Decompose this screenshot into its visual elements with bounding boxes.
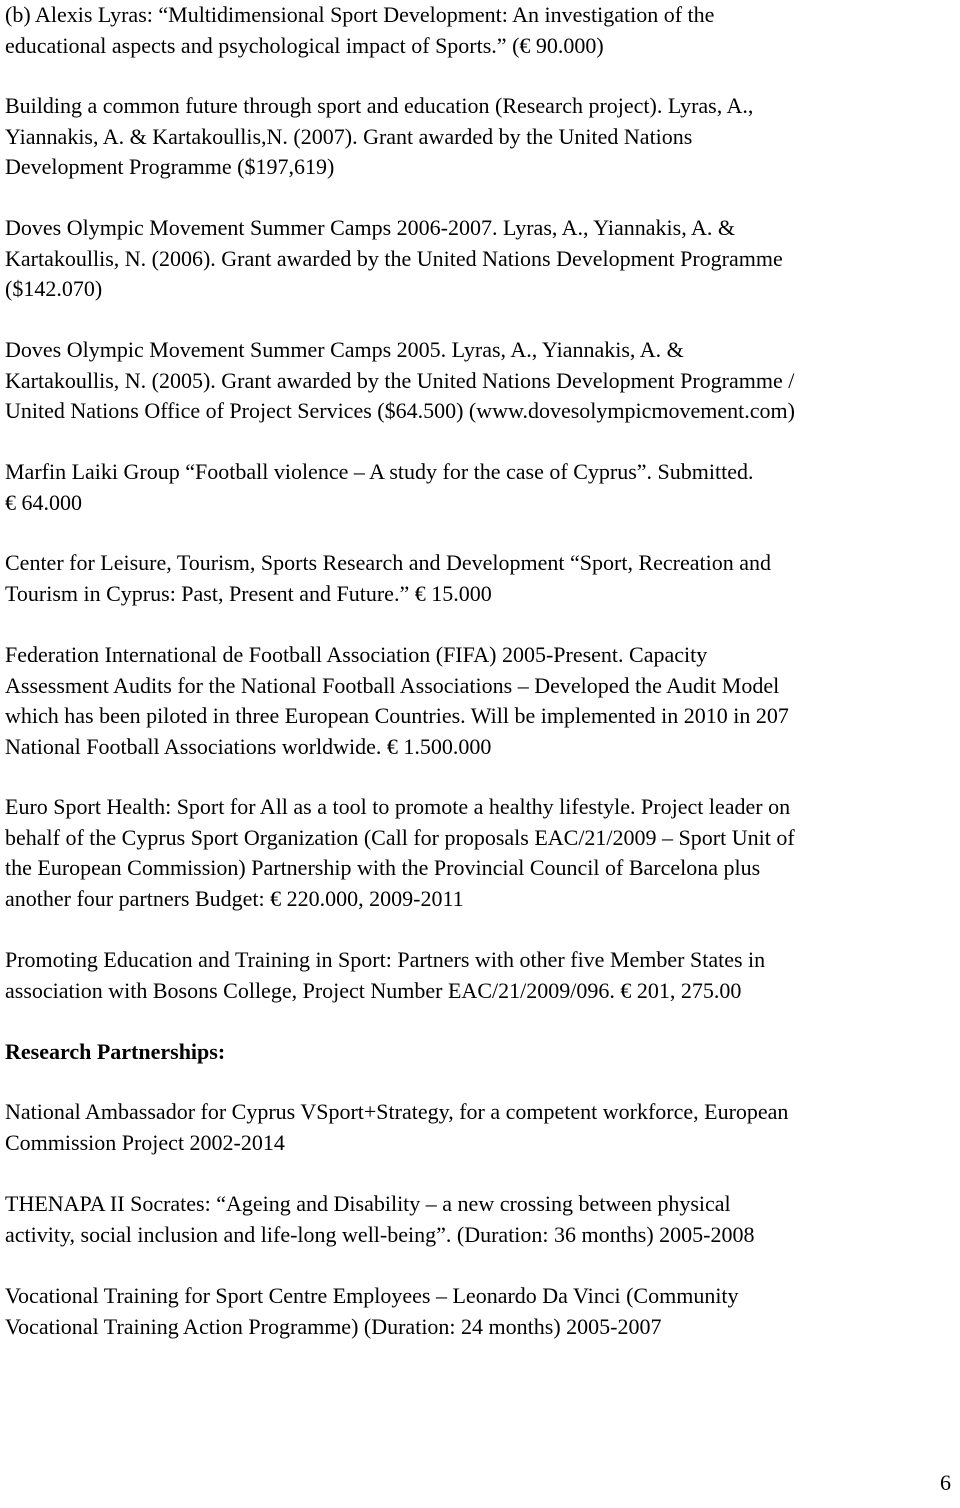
project-paragraph-9: Promoting Education and Training in Sport: Partners with other five Member States in association with Bosons College, Project Number EAC/21/2009/096. € 201, 275.00: [5, 947, 766, 1003]
partnership-paragraph-3: Vocational Training for Sport Centre Employees – Leonardo Da Vinci (Community Vocational Training Action Programme) (Duration: 24 months) 2005-2007: [5, 1283, 739, 1339]
partnership-paragraph-2: THENAPA II Socrates: “Ageing and Disability – a new crossing between physical activity, social inclusion and life-long well-being”. (Duration: 36 months) 2005-2008: [5, 1191, 755, 1247]
project-paragraph-7: Federation International de Football Association (FIFA) 2005-Present. Capacity Assessment Audits for the National Football Associations – Developed the Audit Model which has been piloted in three European Countries. Will be implemented in 2010 in 207 National Football Associations worldwide. € 1.500.000: [5, 642, 789, 759]
project-paragraph-6: Center for Leisure, Tourism, Sports Research and Development “Sport, Recreation and Tourism in Cyprus: Past, Present and Future.” € 15.000: [5, 550, 772, 606]
project-paragraph-3: Doves Olympic Movement Summer Camps 2006-2007. Lyras, A., Yiannakis, A. & Kartakoullis, N. (2006). Grant awarded by the United Nations Development Programme ($142.070): [5, 215, 783, 301]
project-paragraph-8: Euro Sport Health: Sport for All as a tool to promote a healthy lifestyle. Project leader on behalf of the Cyprus Sport Organization (Call for proposals EAC/21/2009 – Sport Unit of the European Commission) Partnership with the Provincial Council of Barcelona plus another four partners Budget: € 220.000, 2009-2011: [5, 794, 795, 911]
project-paragraph-1: (b) Alexis Lyras: “Multidimensional Sport Development: An investigation of the educational aspects and psychological impact of Sports.” (€ 90.000): [5, 2, 715, 58]
project-paragraph-2: Building a common future through sport and education (Research project). Lyras, A., Yiannakis, A. & Kartakoullis,N. (2007). Grant awarded by the United Nations Development Programme ($197,619): [5, 93, 754, 179]
partnership-paragraph-1: National Ambassador for Cyprus VSport+Strategy, for a competent workforce, European Commission Project 2002-2014: [5, 1099, 789, 1155]
research-partnerships-heading: Research Partnerships:: [5, 1039, 226, 1064]
project-paragraph-5: Marfin Laiki Group “Football violence – A study for the case of Cyprus”. Submitted. € 64.000: [5, 459, 754, 515]
page-number: 6: [940, 1470, 951, 1495]
project-paragraph-4: Doves Olympic Movement Summer Camps 2005. Lyras, A., Yiannakis, A. & Kartakoullis, N. (2005). Grant awarded by the United Nations Development Programme / United Nations Office of Project Services ($64.500) (www.dovesolympicmovement.com): [5, 337, 795, 423]
